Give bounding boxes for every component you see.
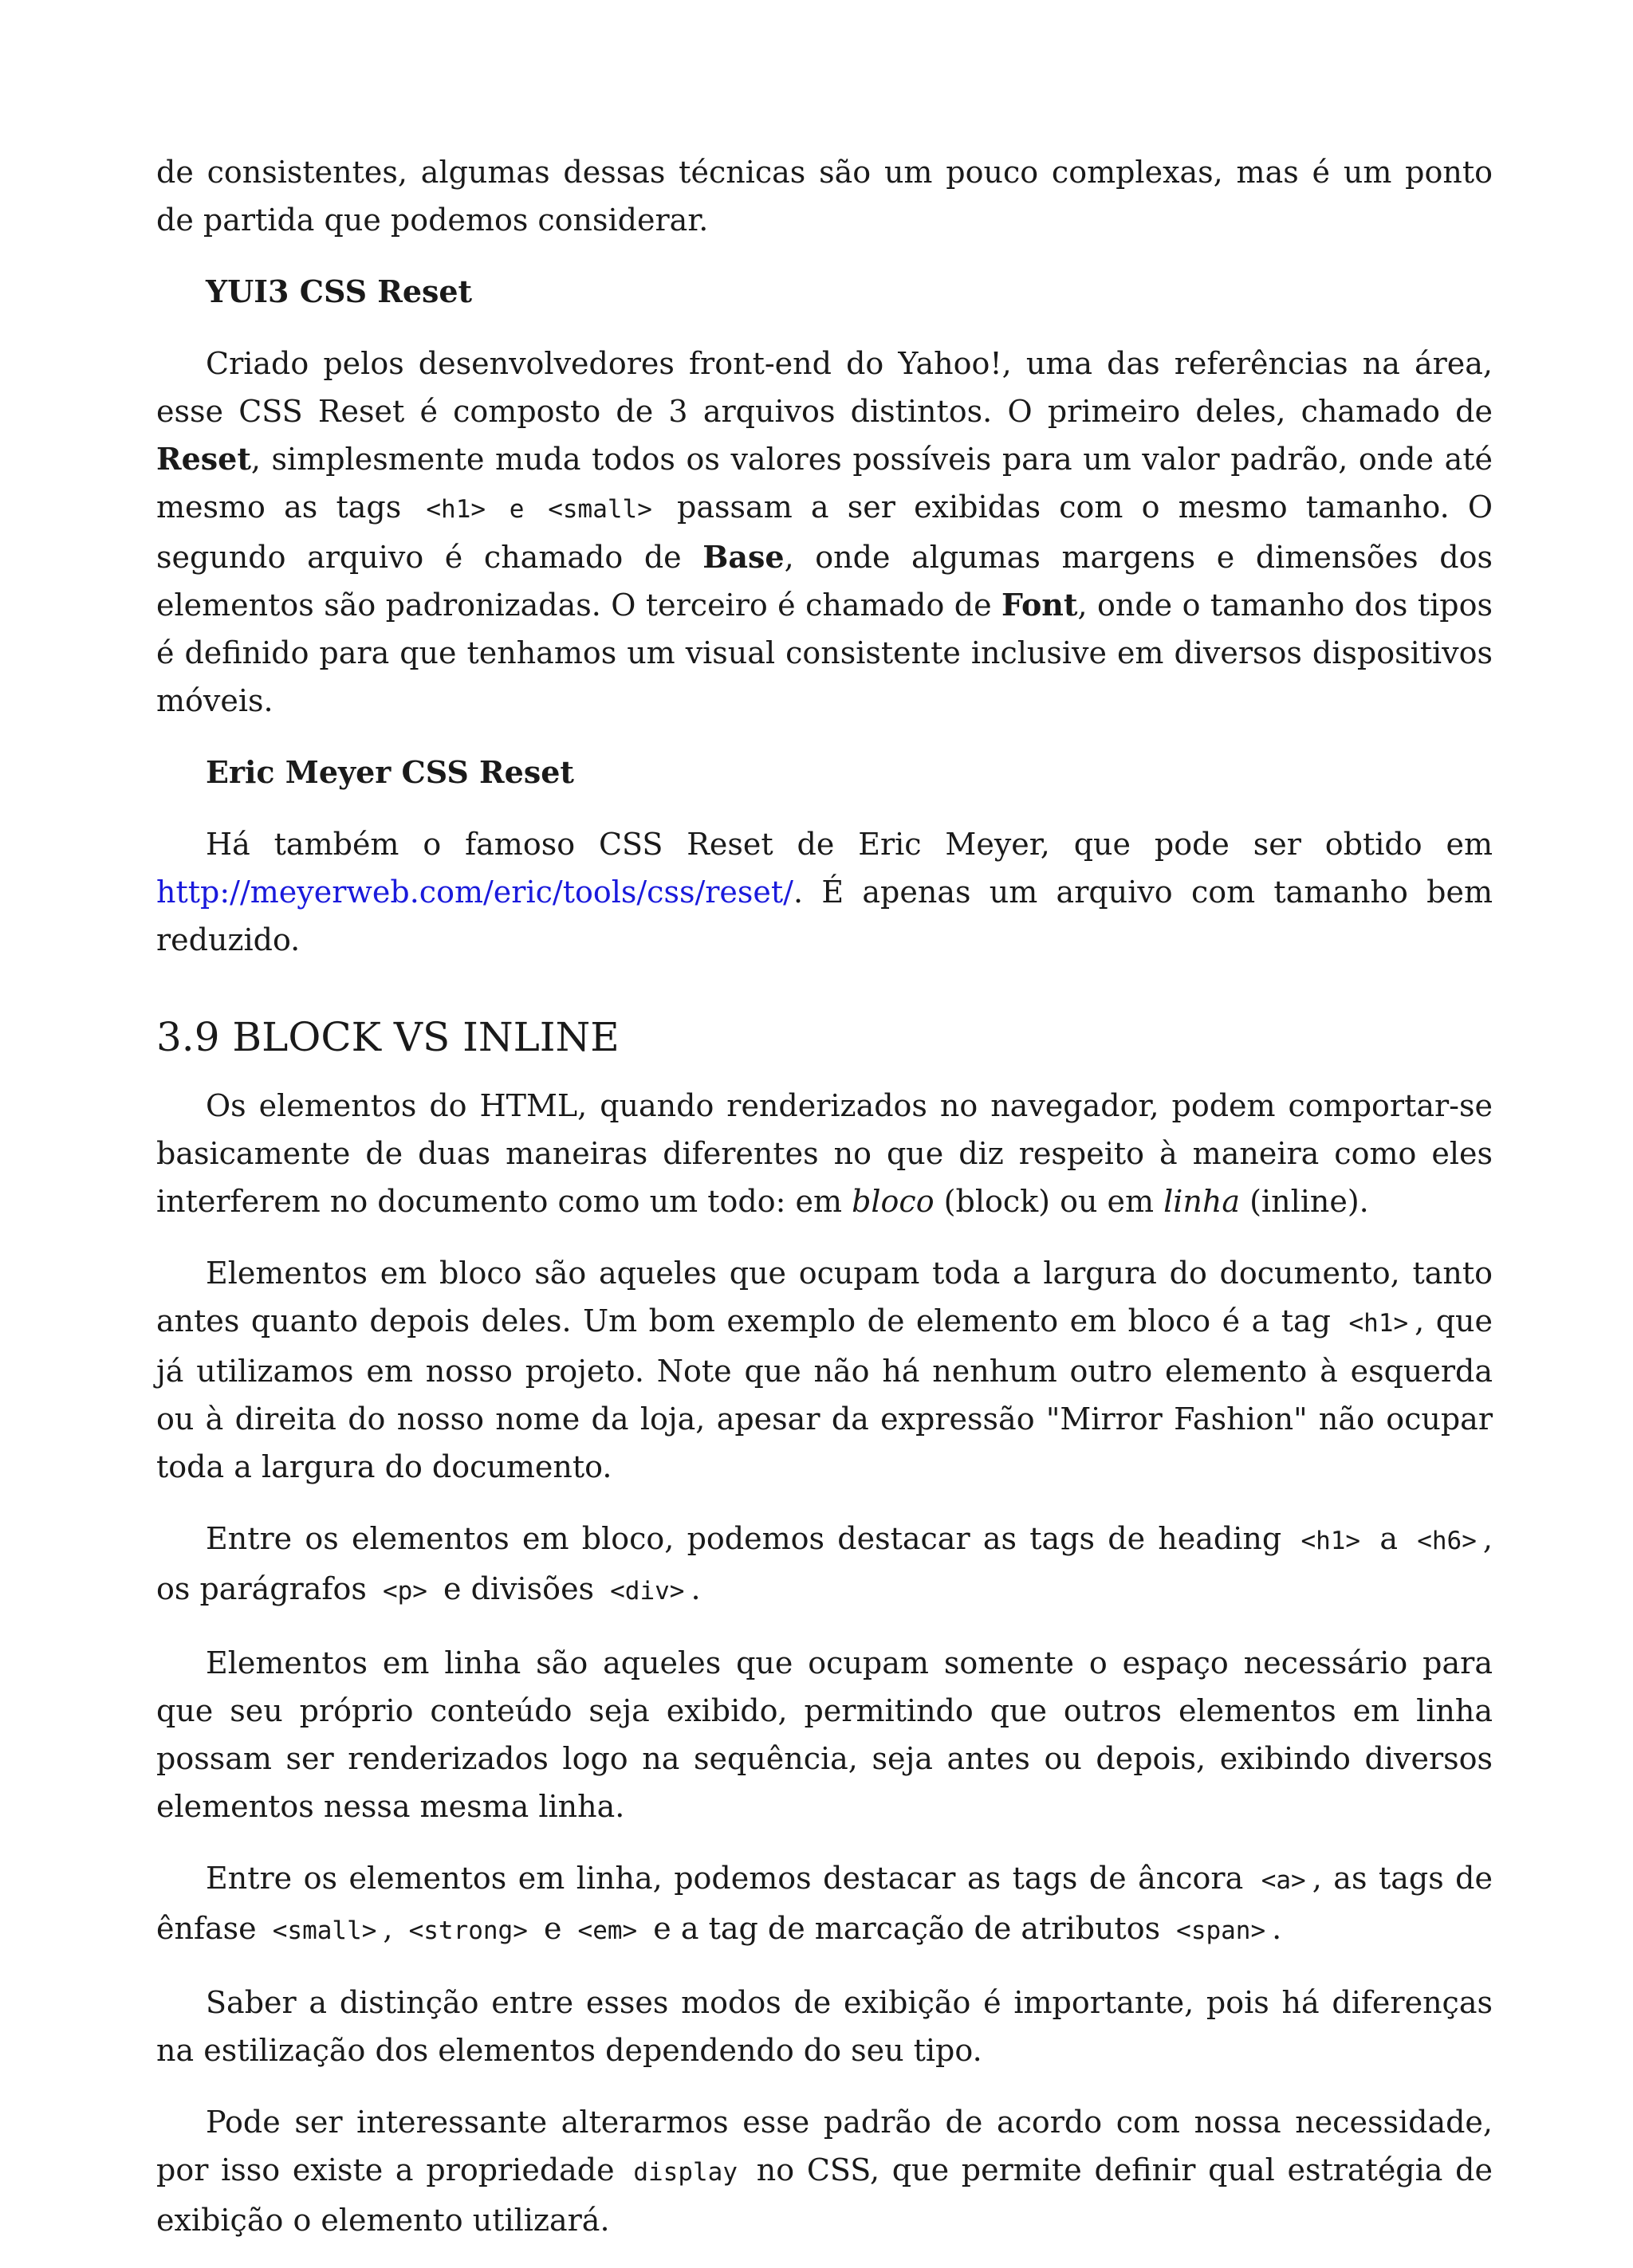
yui-text-4: , onde algumas margens e dimensões dos elementos são padronizadas. O terceiro é chamado de [156, 540, 1493, 623]
yui-text-3: passam a ser exibidas com o mesmo tamanho. O segundo arquivo é chamado de [156, 489, 1493, 575]
yui-code-tags: <h1> e <small> [426, 495, 652, 524]
yui-heading-text: YUI3 CSS Reset [206, 273, 473, 309]
block-inline-paragraph-7 [156, 2098, 1493, 2244]
p7-text-1: Pode ser interessante alterarmos esse padrão de acordo com nossa necessidade, por isso existe a propriedade [156, 2105, 1493, 2187]
p2-code-h1: <h1> [1348, 1309, 1409, 1338]
meyer-reset-link[interactable]: http://meyerweb.com/eric/tools/css/reset/ [156, 875, 793, 910]
p5-code-small: <small> [272, 1916, 377, 1945]
p5-code-em: <em> [577, 1916, 638, 1945]
block-inline-paragraph-2 [156, 1249, 1493, 1491]
block-inline-paragraph-5 [156, 1854, 1493, 1955]
p2-text-1: Elementos em bloco são aqueles que ocupam toda a largura do documento, tanto antes quanto depois deles. Um bom exemplo de elemento em bloco é a tag [156, 1256, 1493, 1338]
p3-code-h1: <h1> [1300, 1527, 1361, 1555]
p3-text-1: Entre os elementos em bloco, podemos destacar as tags de heading [206, 1521, 1295, 1556]
p5-code-strong: <strong> [408, 1916, 528, 1945]
p1-italic-bloco: bloco [852, 1184, 935, 1219]
p3-code-div: <div> [610, 1577, 685, 1606]
yui-text-1: Criado pelos desenvolvedores front-end do Yahoo!, uma das referências na área, esse CSS Reset é composto de 3 arquivos distintos. O primeiro deles, chamado de [156, 346, 1493, 429]
p3-text-4: e divisões [433, 1571, 604, 1606]
p5-text-4: e [533, 1911, 572, 1946]
meyer-heading-text: Eric Meyer CSS Reset [206, 754, 574, 790]
p5-text-2: , as tags de ênfase [156, 1861, 1493, 1946]
yui-heading [156, 268, 1493, 316]
p1-text-2: (block) ou em [934, 1184, 1164, 1219]
intro-paragraph [156, 148, 1493, 244]
p5-code-a: <a> [1261, 1866, 1306, 1895]
yui-text-2: , simplesmente muda todos os valores possíveis para um valor padrão, onde até mesmo as tags [156, 442, 1493, 525]
yui-text-5: , onde o tamanho dos tipos é definido para que tenhamos um visual consistente inclusive em diversos dispositivos móveis. [156, 588, 1493, 718]
p3-code-h6: <h6> [1417, 1527, 1477, 1555]
p5-code-span: <span> [1176, 1916, 1266, 1945]
p3-text-5: . [691, 1571, 701, 1606]
p7-text-2: no CSS, que permite definir qual estratégia de exibição o elemento utilizará. [156, 2152, 1493, 2238]
block-inline-paragraph-4 [156, 1639, 1493, 1830]
p5-text-6: . [1272, 1911, 1282, 1946]
p1-text-1: Os elementos do HTML, quando renderizados no navegador, podem comportar-se basicamente de duas maneiras diferentes no que diz respeito à maneira como eles interferem no documento como um todo: em [156, 1088, 1493, 1219]
block-inline-paragraph-6 [156, 1979, 1493, 2074]
p5-text-1: Entre os elementos em linha, podemos destacar as tags de âncora [206, 1861, 1255, 1896]
p3-code-p: <p> [382, 1577, 427, 1606]
block-inline-paragraph-1 [156, 1082, 1493, 1225]
meyer-paragraph [156, 820, 1493, 964]
p5-text-5: e a tag de marcação de atributos [643, 1911, 1171, 1946]
yui-paragraph [156, 340, 1493, 725]
p3-text-2: a [1367, 1521, 1411, 1556]
block-inline-paragraph-3 [156, 1515, 1493, 1615]
p5-text-3: , [383, 1911, 403, 1946]
meyer-text-1: Há também o famoso CSS Reset de Eric Meyer, que pode ser obtido em [206, 827, 1493, 862]
p1-italic-linha: linha [1163, 1184, 1241, 1219]
meyer-heading [156, 749, 1493, 796]
p6-text: Saber a distinção entre esses modos de exibição é importante, pois há diferenças na estilização dos elementos dependendo do seu tipo. [156, 1985, 1493, 2068]
section-title: 3.9 BLOCK VS INLINE [156, 1014, 620, 1060]
p4-text: Elementos em linha são aqueles que ocupam somente o espaço necessário para que seu próprio conteúdo seja exibido, permitindo que outros elementos em linha possam ser renderizados logo na sequência, seja antes ou depois, exibindo diversos elementos nessa mesma linha. [156, 1645, 1493, 1824]
meyer-text-2: . É apenas um arquivo com tamanho bem reduzido. [156, 875, 1493, 957]
yui-bold-base: Base [702, 539, 785, 575]
p1-text-3: (inline). [1240, 1184, 1369, 1219]
p3-text-3: , os parágrafos [156, 1521, 1493, 1606]
document-page [156, 148, 1493, 2268]
intro-text: de consistentes, algumas dessas técnicas são um pouco complexas, mas é um ponto de partida que podemos considerar. [156, 155, 1493, 238]
p7-code-display: display [633, 2158, 738, 2187]
yui-bold-reset: Reset [156, 441, 251, 477]
yui-bold-font: Font [1001, 587, 1078, 623]
p2-text-2: , que já utilizamos em nosso projeto. Note que não há nenhum outro elemento à esquerda ou à direita do nosso nome da loja, apesar da expressão "Mirror Fashion" não ocupar toda a largura do documento. [156, 1303, 1493, 1484]
